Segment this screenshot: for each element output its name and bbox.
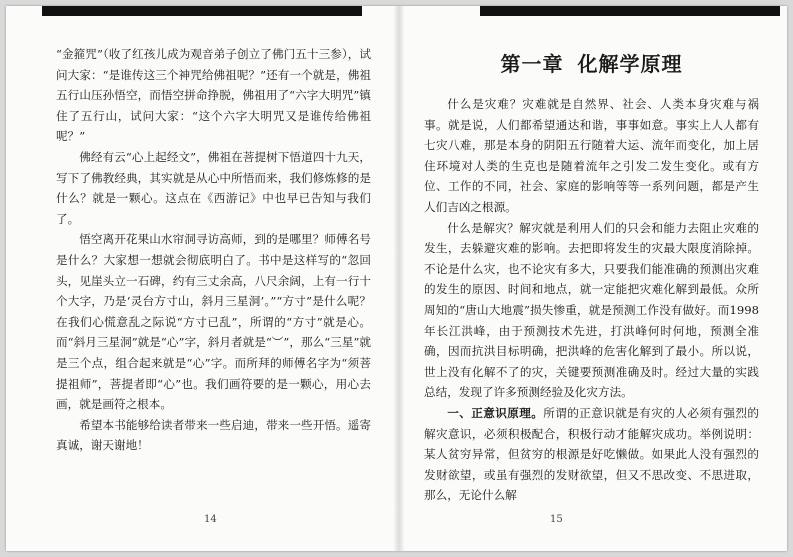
chapter-heading	[424, 48, 759, 77]
section-lead: 一、正意识原理。	[447, 405, 544, 420]
left-page-body	[56, 44, 371, 456]
book-spread	[6, 6, 787, 551]
paragraph: 佛经有云“心上起经文”，佛祖在菩提树下悟道四十九天，写下了佛教经典，其实就是从心中所悟而来，我们修炼修的是什么？就是一颗心。这点在《西游记》中也早已告知与我们了。	[56, 149, 371, 226]
paragraph: “金箍咒”（收了红孩儿成为观音弟子创立了佛门五十三参），试问大家：“是谁传这三个神咒给佛祖呢？”还有一个就是，佛祖五行山压孙悟空，而悟空拼命挣脱，佛祖用了“六字大明咒”镇住了五行山，试问大家：“这个六字大明咒又是谁传给佛祖呢？”	[56, 47, 371, 144]
section-paragraph	[424, 403, 759, 506]
paragraph: 什么是灾难？灾难就是自然界、社会、人类本身灾难与祸事。就是说，人们都希望通达和谐，事事如意。事实上人人都有七灾八难，那是本身的阴阳五行随着大运、流年而变化，加上居住环境对人类的生克也是随着流年之引发二发生变化。或有方位、工作的不同，社会、家庭的影响等等一系列问题，都是产生人们吉凶之根源。	[424, 97, 759, 214]
page-number: 15	[550, 514, 563, 525]
chapter-label: 第一章	[500, 52, 564, 76]
right-page	[424, 6, 759, 551]
page-number: 14	[204, 514, 217, 525]
paragraph: 什么是解灾？解灾就是利用人们的只会和能力去阻止灾难的发生，去躲避灾难的影响。去把即将发生的灾最大限度消除掉。不论是什么灾，也不论灾有多大，只要我们能准确的预测出灾难的发生的原因、时间和地点，就一定能把灾难化解到最低。众所周知的“唐山大地震”损失惨重，就是预测工作没有做好。而1998年长江洪峰，由于预测技术先进，打洪峰何时何地，预测全准确，因而抗洪目标明确，把洪峰的危害化解到了最小。所以说，世上没有化解不了的灾，关键要预测准确及时。经过大量的实践总结，发现了许多预测经验及化灾方法。	[424, 220, 759, 400]
paragraph: 希望本书能够给读者带来一些启迪，带来一些开悟。遥寄真诚，谢天谢地！	[56, 417, 371, 453]
right-page-body	[424, 94, 759, 506]
paragraph: 悟空离开花果山水帘洞寻访高师，到的是哪里？师傅名号是什么？大家想一想就会彻底明白了。书中是这样写的“忽回头，见崖头立一石碑，约有三丈余高，八尺余阔，上有一行十个大字，乃是‘灵台方寸山，斜月三星洞’。”“方寸”是什么呢？在我们心慌意乱之际说“方寸已乱”，所谓的“方寸”就是心。而“斜月三星洞”就是“心”字，斜月者就是“︶”，那么“三星”就是三个点，组合起来就是“心”字。而所拜的师傅名字为“须菩提祖师”，菩提者即“心”也。我们画符要的是一颗心，用心去画，就是画符之根本。	[56, 232, 371, 412]
left-page	[56, 6, 371, 551]
section-text: 所谓的正意识就是有灾的人必须有强烈的解灾意识，必须积极配合，积极行动才能解灾成功。举例说明：某人贫穷异常，但贫穷的根源是好吃懒做。如果此人没有强烈的发财欲望，或虽有强烈的发财欲望，但又不思改变、不思进取，那么，无论什么解	[424, 405, 759, 503]
book-gutter	[394, 6, 404, 551]
chapter-title: 化解学原理	[577, 52, 683, 76]
